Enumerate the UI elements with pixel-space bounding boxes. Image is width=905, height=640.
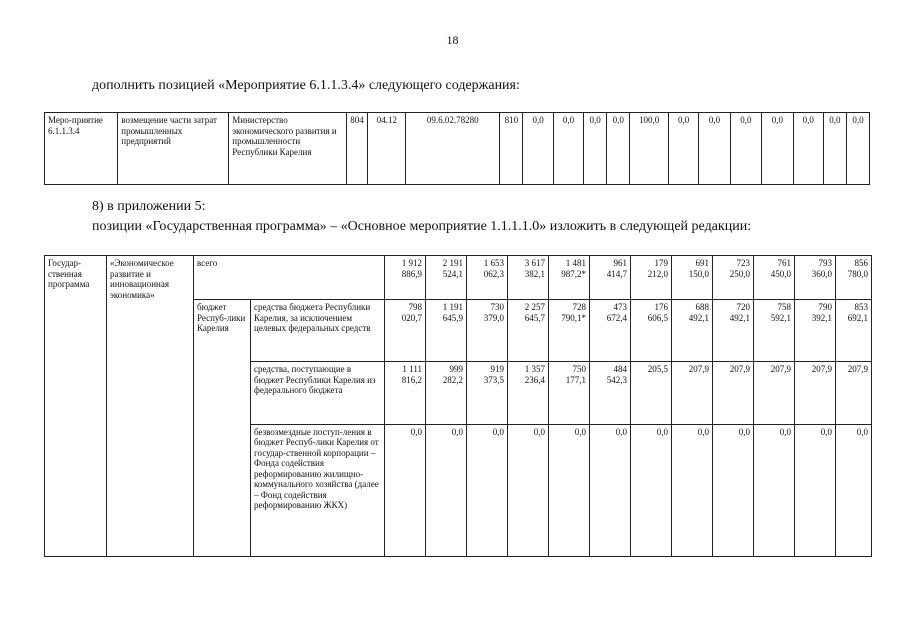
value-part: 207,9 — [811, 364, 833, 375]
t1-cell: Министерство экономического развития и промышленности Республики Карелия — [229, 113, 346, 185]
value-part: 542,3 — [606, 374, 628, 385]
t1-cell: 0,0 — [668, 113, 698, 185]
value-part: 484 — [613, 364, 628, 375]
value-cell — [590, 300, 631, 362]
value-part: 392,1 — [811, 312, 833, 323]
value-part: 0,0 — [410, 426, 423, 437]
value-part: 0,0 — [656, 426, 669, 437]
value-cell — [549, 362, 590, 424]
value-part: 919 — [490, 364, 505, 375]
value-cell — [672, 424, 713, 556]
value-part: 790,1* — [561, 312, 587, 323]
value-part: 790 — [818, 302, 833, 313]
value-cell — [713, 300, 754, 362]
value-part: 1 191 — [442, 302, 464, 313]
value-cell — [836, 256, 872, 300]
value-part: 606,5 — [647, 312, 669, 323]
value-cell — [426, 362, 467, 424]
value-part: 961 — [613, 258, 628, 268]
t1-cell: 0,0 — [607, 113, 630, 185]
value-part: 723 — [736, 258, 751, 268]
value-part: 0,0 — [779, 426, 792, 437]
value-part: 382,1 — [524, 268, 546, 279]
value-part: 720 — [736, 302, 751, 313]
value-part: 176 — [654, 302, 669, 313]
value-part: 2 257 — [524, 302, 546, 313]
cell-program-type: Государ-ственная программа — [45, 256, 107, 557]
section-8-heading: 8) в приложении 5: — [92, 199, 206, 214]
value-part: 207,9 — [688, 364, 710, 375]
value-part: 780,0 — [847, 268, 869, 279]
value-part: 177,1 — [565, 374, 587, 385]
value-part: 688 — [695, 302, 710, 313]
value-part: 0,0 — [738, 426, 751, 437]
value-part: 0,0 — [492, 426, 505, 437]
value-cell — [836, 424, 872, 556]
cell-total-label: всего — [194, 256, 385, 300]
value-part: 524,1 — [442, 268, 464, 279]
t1-cell: 0,0 — [793, 113, 823, 185]
value-cell — [385, 362, 426, 424]
t1-cell: возмещение части затрат промышленных предприятий — [118, 113, 229, 185]
value-cell — [467, 424, 508, 556]
value-part: 0,0 — [533, 426, 546, 437]
t1-cell: 0,0 — [699, 113, 730, 185]
value-part: 1 912 — [401, 258, 423, 268]
t1-cell: 100,0 — [630, 113, 669, 185]
value-cell — [795, 424, 836, 556]
value-cell — [836, 300, 872, 362]
value-part: 0,0 — [697, 426, 710, 437]
value-part: 207,9 — [770, 364, 792, 375]
value-cell — [426, 256, 467, 300]
value-cell — [426, 300, 467, 362]
value-part: 0,0 — [574, 426, 587, 437]
t1-cell: 0,0 — [762, 113, 793, 185]
value-part: 150,0 — [688, 268, 710, 279]
value-cell — [713, 256, 754, 300]
value-cell — [836, 362, 872, 424]
value-cell — [549, 256, 590, 300]
value-part: 282,2 — [442, 374, 464, 385]
value-cell — [385, 424, 426, 556]
value-cell — [754, 424, 795, 556]
value-part: 1 357 — [524, 364, 546, 375]
t1-cell: 804 — [346, 113, 368, 185]
table-mероприятие — [44, 112, 870, 185]
value-cell — [385, 256, 426, 300]
value-part: 179 — [654, 258, 669, 268]
value-part: 492,1 — [688, 312, 710, 323]
value-part: 373,5 — [483, 374, 505, 385]
value-cell — [508, 362, 549, 424]
value-cell — [754, 300, 795, 362]
value-part: 207,9 — [729, 364, 751, 375]
value-cell — [631, 424, 672, 556]
value-cell — [713, 362, 754, 424]
value-part: 592,1 — [770, 312, 792, 323]
value-part: 758 — [777, 302, 792, 313]
value-part: 730 — [490, 302, 505, 313]
value-cell — [508, 424, 549, 556]
t1-cell: 0,0 — [523, 113, 553, 185]
value-part: 853 — [854, 302, 869, 313]
t1-cell: 0,0 — [846, 113, 869, 185]
table-row-total — [45, 256, 872, 300]
value-cell — [713, 424, 754, 556]
value-part: 798 — [408, 302, 423, 313]
value-part: 2 191 — [442, 258, 464, 268]
t1-cell: 810 — [500, 113, 523, 185]
value-part: 645,9 — [442, 312, 464, 323]
value-part: 0,0 — [451, 426, 464, 437]
page-number: 18 — [446, 33, 459, 47]
table-gos-programma — [44, 255, 872, 557]
value-part: 886,9 — [401, 268, 423, 279]
value-cell — [467, 362, 508, 424]
intro-line-1: дополнить позицией «Мероприятие 6.1.1.3.4» следующего содержания: — [92, 78, 520, 93]
value-part: 987,2* — [561, 268, 587, 279]
t1-cell: 09.6.02.78280 — [406, 113, 500, 185]
value-cell — [631, 362, 672, 424]
value-part: 414,7 — [606, 268, 628, 279]
value-cell — [549, 300, 590, 362]
value-part: 3 617 — [524, 258, 546, 268]
value-part: 1 481 — [565, 258, 587, 268]
value-part: 207,9 — [847, 364, 869, 375]
cell-row-label: безвозмездные поступ-ления в бюджет Респуб-лики Карелия от государ-ственной корпорации – Фонда содействия реформированию жилищно-коммунального хозяйства (далее – Фонд содействия реформированию ЖКХ) — [251, 424, 385, 556]
value-part: 793 — [818, 258, 833, 268]
value-part: 728 — [572, 302, 587, 313]
value-part: 473 — [613, 302, 628, 313]
value-cell — [508, 300, 549, 362]
value-cell — [508, 256, 549, 300]
value-part: 816,2 — [401, 374, 423, 385]
value-cell — [754, 256, 795, 300]
value-part: 379,0 — [483, 312, 505, 323]
value-cell — [467, 256, 508, 300]
table-row — [45, 113, 870, 185]
value-part: 062,3 — [483, 268, 505, 279]
intro-line-2: позиции «Государственная программа» – «Основное мероприятие 1.1.1.1.0» изложить в следующей редакции: — [92, 219, 752, 234]
value-part: 0,0 — [820, 426, 833, 437]
value-part: 856 — [854, 258, 869, 268]
value-part: 750 — [572, 364, 587, 375]
value-cell — [795, 300, 836, 362]
t1-cell: 0,0 — [730, 113, 761, 185]
t1-cell: 0,0 — [823, 113, 846, 185]
cell-row-label: средства, поступающие в бюджет Республики Карелия из федерального бюджета — [251, 362, 385, 424]
value-part: 1 111 — [402, 364, 423, 375]
value-part: 250,0 — [729, 268, 751, 279]
value-cell — [467, 300, 508, 362]
value-part: 1 653 — [483, 258, 505, 268]
value-cell — [795, 256, 836, 300]
value-cell — [385, 300, 426, 362]
value-part: 672,4 — [606, 312, 628, 323]
value-part: 761 — [777, 258, 792, 268]
value-cell — [549, 424, 590, 556]
cell-row-label: средства бюджета Республики Карелия, за исключением целевых федеральных средств — [251, 300, 385, 362]
t1-cell: 0,0 — [584, 113, 607, 185]
value-part: 692,1 — [847, 312, 869, 323]
value-part: 450,0 — [770, 268, 792, 279]
value-part: 205,5 — [647, 364, 669, 375]
cell-budget-label: бюджет Респуб-лики Карелия — [194, 300, 251, 557]
value-part: 0,0 — [856, 426, 869, 437]
value-part: 645,7 — [524, 312, 546, 323]
value-cell — [590, 424, 631, 556]
value-part: 999 — [449, 364, 464, 375]
value-cell — [631, 300, 672, 362]
value-cell — [754, 362, 795, 424]
value-cell — [672, 362, 713, 424]
value-part: 212,0 — [647, 268, 669, 279]
value-part: 236,4 — [524, 374, 546, 385]
value-cell — [590, 256, 631, 300]
value-cell — [795, 362, 836, 424]
value-part: 020,7 — [401, 312, 423, 323]
value-cell — [672, 256, 713, 300]
t1-cell: Меро-приятие 6.1.1.3.4 — [45, 113, 118, 185]
value-part: 492,1 — [729, 312, 751, 323]
t1-cell: 04.12 — [368, 113, 406, 185]
value-part: 360,0 — [811, 268, 833, 279]
value-part: 691 — [695, 258, 710, 268]
cell-program-name: «Экономическое развитие и инновационная экономика» — [107, 256, 194, 557]
value-cell — [426, 424, 467, 556]
value-cell — [631, 256, 672, 300]
value-cell — [672, 300, 713, 362]
value-part: 0,0 — [615, 426, 628, 437]
t1-cell: 0,0 — [553, 113, 583, 185]
value-cell — [590, 362, 631, 424]
